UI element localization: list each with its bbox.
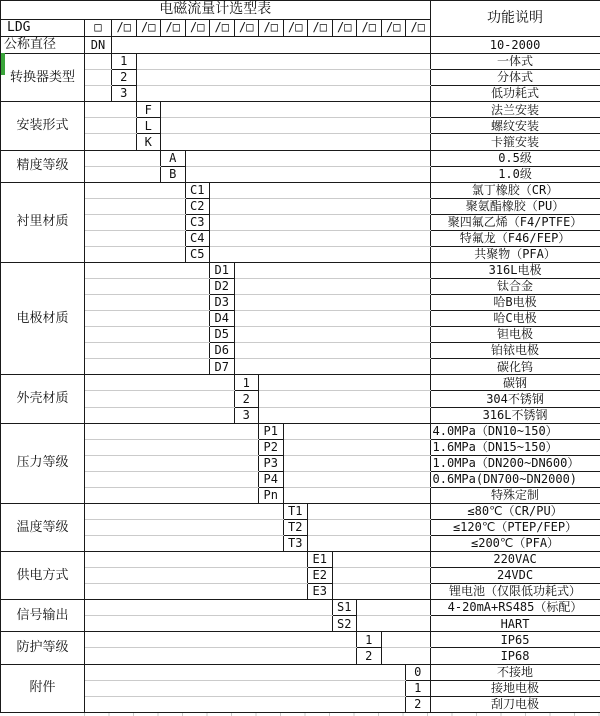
- empty-span: [85, 487, 259, 503]
- category-label: 转换器类型: [1, 54, 85, 102]
- option-code: D3: [210, 295, 235, 311]
- empty-span: [85, 359, 210, 375]
- option-code: S1: [332, 600, 357, 616]
- option-description: 卡箍安装: [430, 134, 600, 150]
- category-label: 附件: [1, 664, 85, 713]
- option-description: 铂铱电极: [430, 343, 600, 359]
- option-code: B: [161, 166, 186, 182]
- model-slot: /□: [381, 19, 406, 36]
- model-slot: /□: [210, 19, 235, 36]
- empty-span: [85, 279, 210, 295]
- model-slot: /□: [161, 19, 186, 36]
- empty-span: [85, 86, 112, 102]
- option-code: A: [161, 150, 186, 166]
- empty-span: [381, 648, 430, 664]
- option-code: T1: [283, 503, 308, 519]
- option-code: C3: [185, 214, 210, 230]
- empty-span: [85, 439, 259, 455]
- empty-span: [136, 86, 430, 102]
- option-code: P4: [259, 471, 284, 487]
- empty-span: [185, 150, 430, 166]
- option-description: 220VAC: [430, 552, 600, 568]
- option-code: D6: [210, 343, 235, 359]
- option-code: DN: [85, 36, 112, 53]
- category-label: 衬里材质: [1, 182, 85, 262]
- empty-span: [85, 118, 137, 134]
- option-description: HART: [430, 616, 600, 632]
- option-description: 碳钢: [430, 375, 600, 391]
- empty-span: [381, 632, 430, 648]
- empty-span: [259, 407, 431, 423]
- option-description: 分体式: [430, 70, 600, 86]
- model-slot: /□: [112, 19, 137, 36]
- option-description: 特氟龙（F46/FEP）: [430, 230, 600, 246]
- empty-span: [234, 262, 430, 278]
- empty-span: [85, 600, 333, 616]
- option-description: 1.6MPa（DN15~150）: [430, 439, 600, 455]
- empty-span: [85, 584, 308, 600]
- option-code: C2: [185, 198, 210, 214]
- option-description: 螺纹安装: [430, 118, 600, 134]
- option-code: 1: [406, 680, 431, 696]
- empty-span: [283, 439, 430, 455]
- option-code: K: [136, 134, 161, 150]
- option-description: ≤200℃（PFA）: [430, 536, 600, 552]
- empty-span: [85, 503, 284, 519]
- empty-span: [210, 198, 431, 214]
- option-code: C1: [185, 182, 210, 198]
- option-description: 316L不锈钢: [430, 407, 600, 423]
- empty-span: [85, 246, 186, 262]
- option-code: T3: [283, 536, 308, 552]
- model-slot: /□: [406, 19, 431, 36]
- option-description: 不接地: [430, 664, 600, 680]
- empty-span: [85, 680, 406, 696]
- empty-span: [85, 536, 284, 552]
- option-description: 0.5级: [430, 150, 600, 166]
- empty-span: [283, 471, 430, 487]
- empty-span: [308, 536, 431, 552]
- empty-span: [85, 696, 406, 712]
- empty-span: [210, 230, 431, 246]
- option-description: 特殊定制: [430, 487, 600, 503]
- empty-span: [85, 552, 308, 568]
- option-description: 1.0MPa（DN200~DN600）: [430, 455, 600, 471]
- empty-span: [85, 311, 210, 327]
- option-code: D7: [210, 359, 235, 375]
- empty-span: [85, 471, 259, 487]
- empty-span: [308, 519, 431, 535]
- empty-span: [283, 423, 430, 439]
- empty-span: [161, 134, 431, 150]
- option-description: 聚氨酯橡胶（PU）: [430, 198, 600, 214]
- option-description: 哈B电极: [430, 295, 600, 311]
- empty-span: [85, 648, 357, 664]
- model-slot: /□: [259, 19, 284, 36]
- empty-span: [210, 246, 431, 262]
- option-description: 0.6MPa(DN700~DN2000): [430, 471, 600, 487]
- empty-span: [85, 407, 235, 423]
- option-description: 4.0MPa（DN10~150）: [430, 423, 600, 439]
- category-label: 压力等级: [1, 423, 85, 503]
- empty-span: [357, 616, 431, 632]
- model-slot: /□: [332, 19, 357, 36]
- option-code: F: [136, 102, 161, 118]
- option-code: 0: [406, 664, 431, 680]
- empty-span: [332, 584, 430, 600]
- option-description: 法兰安装: [430, 102, 600, 118]
- option-code: E3: [308, 584, 333, 600]
- empty-span: [85, 150, 161, 166]
- empty-span: [112, 36, 431, 53]
- option-code: P2: [259, 439, 284, 455]
- empty-span: [85, 134, 137, 150]
- option-description: 304不锈钢: [430, 391, 600, 407]
- empty-span: [85, 519, 284, 535]
- option-code: L: [136, 118, 161, 134]
- option-description: ≤120℃（PTEP/FEP）: [430, 519, 600, 535]
- empty-span: [85, 391, 235, 407]
- empty-span: [136, 70, 430, 86]
- category-label: 温度等级: [1, 503, 85, 551]
- empty-span: [210, 214, 431, 230]
- option-description: 10-2000: [430, 36, 600, 53]
- model-slot: /□: [185, 19, 210, 36]
- option-description: 碳化钨: [430, 359, 600, 375]
- empty-span: [85, 54, 112, 70]
- empty-span: [161, 118, 431, 134]
- option-description: 聚四氟乙烯（F4/PTFE）: [430, 214, 600, 230]
- option-code: 1: [234, 375, 259, 391]
- option-code: Pn: [259, 487, 284, 503]
- empty-span: [85, 375, 235, 391]
- option-code: 2: [234, 391, 259, 407]
- empty-span: [308, 503, 431, 519]
- option-code: D1: [210, 262, 235, 278]
- option-code: C4: [185, 230, 210, 246]
- option-code: 3: [234, 407, 259, 423]
- option-description: 接地电极: [430, 680, 600, 696]
- model-slot: /□: [357, 19, 382, 36]
- option-description: 钛合金: [430, 279, 600, 295]
- option-description: 316L电极: [430, 262, 600, 278]
- empty-span: [283, 487, 430, 503]
- option-code: E2: [308, 568, 333, 584]
- option-code: E1: [308, 552, 333, 568]
- category-label: 安装形式: [1, 102, 85, 150]
- option-code: D5: [210, 327, 235, 343]
- model-slot: /□: [136, 19, 161, 36]
- empty-span: [210, 182, 431, 198]
- category-label: 外壳材质: [1, 375, 85, 423]
- empty-span: [85, 343, 210, 359]
- empty-span: [85, 166, 161, 182]
- option-code: 2: [112, 70, 137, 86]
- empty-span: [85, 455, 259, 471]
- empty-span: [234, 327, 430, 343]
- empty-span: [85, 230, 186, 246]
- option-description: 刮刀电极: [430, 696, 600, 712]
- empty-span: [259, 375, 431, 391]
- function-header: 功能说明: [430, 1, 600, 37]
- option-code: 2: [357, 648, 382, 664]
- option-code: S2: [332, 616, 357, 632]
- empty-span: [85, 632, 357, 648]
- empty-span: [85, 568, 308, 584]
- option-code: D4: [210, 311, 235, 327]
- model-slot: /□: [308, 19, 333, 36]
- empty-span: [234, 311, 430, 327]
- empty-span: [259, 391, 431, 407]
- empty-span: [332, 552, 430, 568]
- option-description: 哈C电极: [430, 311, 600, 327]
- option-code: T2: [283, 519, 308, 535]
- option-description: ≤80℃（CR/PU）: [430, 503, 600, 519]
- empty-span: [85, 198, 186, 214]
- category-label: 公称直径: [1, 36, 85, 53]
- option-code: 3: [112, 86, 137, 102]
- option-code: P3: [259, 455, 284, 471]
- model-slot: /□: [283, 19, 308, 36]
- model-prefix: LDG: [1, 19, 85, 36]
- option-code: C5: [185, 246, 210, 262]
- empty-span: [234, 359, 430, 375]
- option-code: D2: [210, 279, 235, 295]
- option-description: 氯丁橡胶（CR）: [430, 182, 600, 198]
- empty-span: [283, 455, 430, 471]
- option-code: 2: [406, 696, 431, 712]
- empty-span: [85, 327, 210, 343]
- option-description: 低功耗式: [430, 86, 600, 102]
- option-description: 一体式: [430, 54, 600, 70]
- empty-span: [161, 102, 431, 118]
- table-title: 电磁流量计选型表: [1, 1, 431, 20]
- empty-span: [234, 343, 430, 359]
- option-description: 钽电极: [430, 327, 600, 343]
- model-slot: /□: [234, 19, 259, 36]
- option-code: 1: [112, 54, 137, 70]
- option-description: IP68: [430, 648, 600, 664]
- option-description: 24VDC: [430, 568, 600, 584]
- option-code: P1: [259, 423, 284, 439]
- option-description: 1.0级: [430, 166, 600, 182]
- category-label: 精度等级: [1, 150, 85, 182]
- option-description: 4-20mA+RS485（标配）: [430, 600, 600, 616]
- category-label: 防护等级: [1, 632, 85, 664]
- empty-span: [234, 295, 430, 311]
- category-label: 信号输出: [1, 600, 85, 632]
- empty-span: [85, 664, 406, 680]
- option-description: 共聚物（PFA）: [430, 246, 600, 262]
- empty-span: [85, 70, 112, 86]
- empty-span: [85, 102, 137, 118]
- empty-span: [234, 279, 430, 295]
- empty-span: [85, 295, 210, 311]
- excel-green-marker: [1, 53, 5, 75]
- category-label: 电极材质: [1, 262, 85, 374]
- empty-span: [332, 568, 430, 584]
- selection-table-body: [1, 1, 600, 713]
- empty-span: [85, 423, 259, 439]
- empty-span: [85, 616, 333, 632]
- category-label: 供电方式: [1, 552, 85, 600]
- option-code: 1: [357, 632, 382, 648]
- empty-span: [85, 214, 186, 230]
- empty-span: [136, 54, 430, 70]
- empty-span: [85, 182, 186, 198]
- option-description: IP65: [430, 632, 600, 648]
- option-description: 锂电池（仅限低功耗式）: [430, 584, 600, 600]
- empty-span: [357, 600, 431, 616]
- model-slot: □: [85, 19, 112, 36]
- empty-span: [185, 166, 430, 182]
- empty-span: [85, 262, 210, 278]
